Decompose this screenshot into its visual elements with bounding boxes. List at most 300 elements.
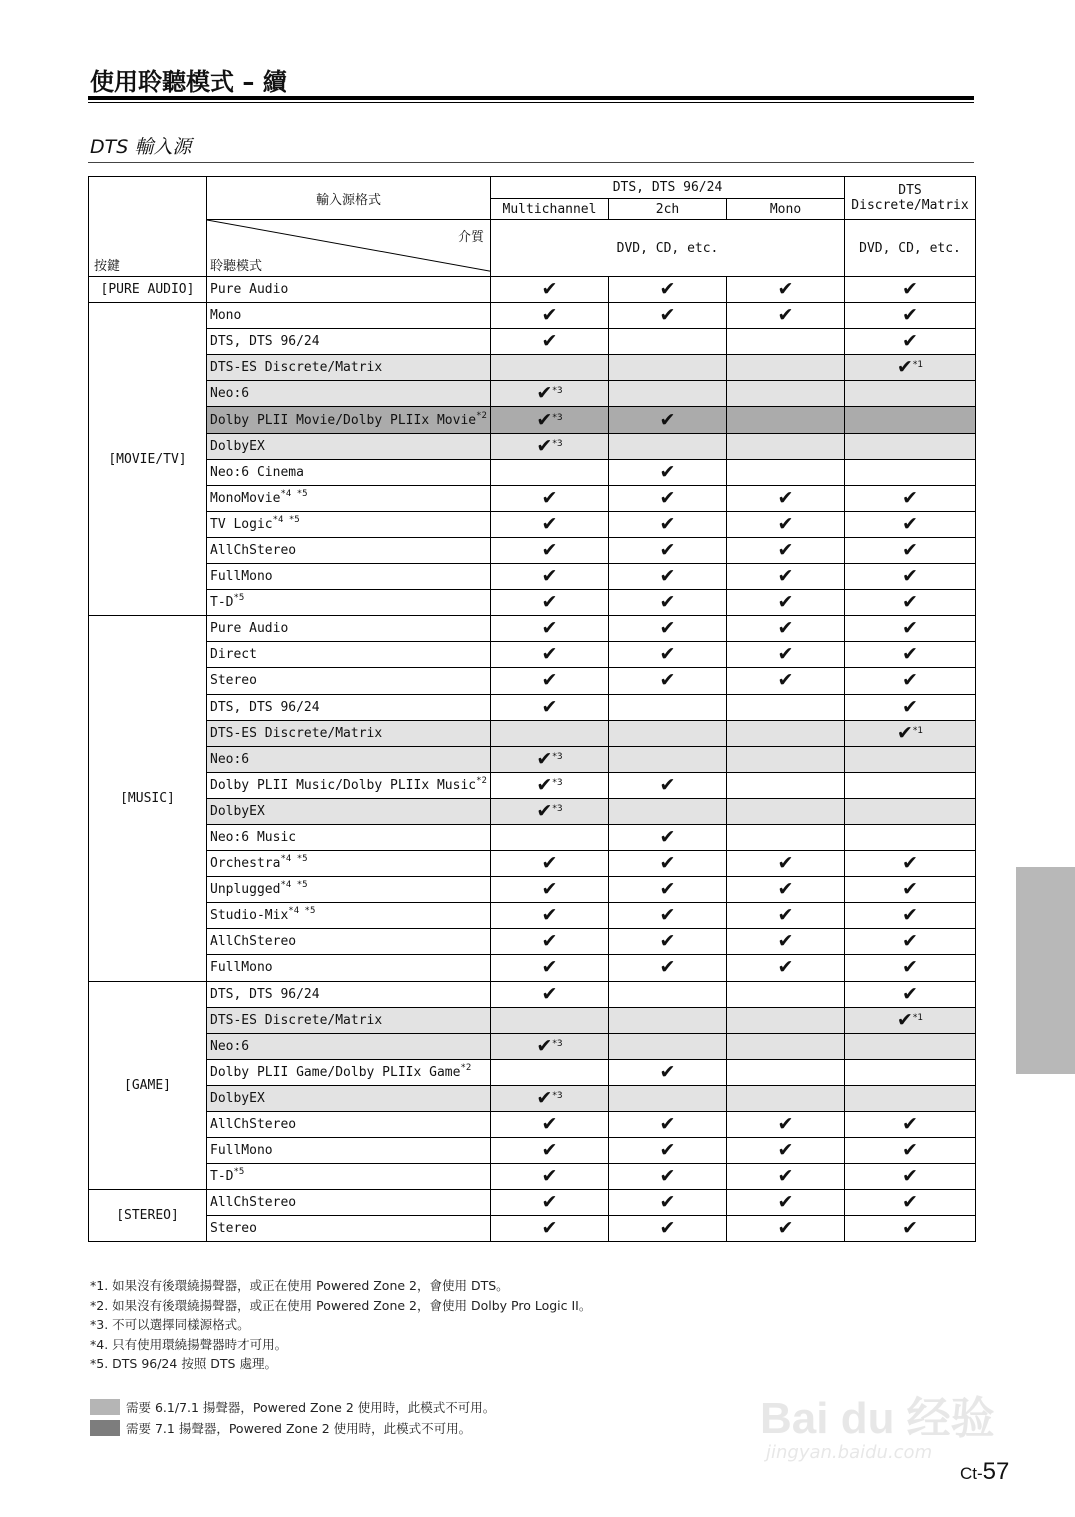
check-icon: ✔ [902, 617, 918, 640]
footnote-ref: *2 [460, 1062, 472, 1073]
support-cell [727, 1112, 845, 1138]
mode-label: Dolby PLII Game/Dolby PLIIx Game [210, 1064, 461, 1080]
mode-cell [207, 537, 491, 563]
check-icon: ✔ [902, 330, 918, 353]
support-cell [845, 877, 976, 903]
support-cell [727, 642, 845, 668]
check-icon: ✔ [902, 512, 918, 535]
check-icon: ✔ [659, 591, 676, 614]
support-cell [727, 1138, 845, 1164]
section-rule [88, 162, 974, 163]
support-cell [727, 929, 845, 955]
title-rule-thin [88, 102, 974, 103]
check-icon: ✔ [659, 617, 676, 640]
support-cell [491, 642, 609, 668]
mode-label: DolbyEX [210, 803, 265, 819]
support-cell [491, 798, 609, 824]
section-title: DTS 輸入源 [90, 136, 192, 158]
support-cell [491, 407, 609, 433]
check-icon: ✔ [541, 695, 558, 718]
footnote-ref: *1 [912, 360, 924, 371]
support-cell [845, 1033, 976, 1059]
mode-label: DTS, DTS 96/24 [210, 986, 320, 1002]
check-icon: ✔ [777, 643, 794, 666]
support-cell [727, 564, 845, 590]
mode-label: Neo:6 [210, 386, 250, 402]
support-cell [845, 903, 976, 929]
check-icon: ✔ [541, 538, 558, 561]
support-cell [609, 1085, 727, 1111]
support-cell [609, 981, 727, 1007]
table-row [89, 746, 976, 772]
check-icon: ✔ [536, 773, 553, 796]
support-cell [845, 407, 976, 433]
mode-label: FullMono [210, 1143, 273, 1159]
support-cell [609, 1112, 727, 1138]
check-icon: ✔ [902, 1191, 918, 1214]
check-icon: ✔ [659, 486, 676, 509]
support-cell [845, 564, 976, 590]
footnote-ref: *4 *5 [288, 906, 316, 917]
watermark-url: jingyan.baidu.com [766, 1442, 933, 1463]
check-icon: ✔ [536, 747, 553, 770]
check-icon: ✔ [536, 382, 553, 405]
format-header: 輸入源格式 [207, 177, 491, 220]
listening-mode-label: 聆聽模式 [210, 259, 263, 274]
support-cell [727, 537, 845, 563]
check-icon: ✔ [536, 799, 553, 822]
mode-label: Dolby PLII Music/Dolby PLIIx Music [210, 777, 477, 793]
table-row [89, 1138, 976, 1164]
footnote-ref: *2 [476, 775, 487, 786]
support-cell [609, 1190, 727, 1216]
support-cell [609, 1164, 727, 1190]
discrete-header: DTS Discrete/Matrix [845, 177, 976, 220]
support-cell [727, 851, 845, 877]
support-cell [609, 433, 727, 459]
check-icon: ✔ [659, 1139, 676, 1162]
table-row [89, 1085, 976, 1111]
mode-cell [207, 903, 491, 929]
check-icon: ✔ [541, 1191, 558, 1214]
check-icon: ✔ [902, 486, 918, 509]
mode-label: MonoMovie [210, 490, 281, 506]
table-row [89, 1164, 976, 1190]
support-cell [609, 1216, 727, 1242]
table-row [89, 1190, 976, 1216]
mode-label: Stereo [210, 1221, 257, 1237]
table-row [89, 407, 976, 433]
mode-cell [207, 485, 491, 511]
legend-swatch-dark [90, 1420, 120, 1436]
check-icon: ✔ [902, 1113, 918, 1136]
support-cell [727, 277, 845, 303]
mode-label: Neo:6 [210, 751, 250, 767]
table-row [89, 798, 976, 824]
support-cell [491, 537, 609, 563]
side-tab [1016, 867, 1075, 1074]
support-cell [727, 1216, 845, 1242]
check-icon: ✔ [659, 1113, 676, 1136]
support-cell [491, 277, 609, 303]
support-cell [491, 772, 609, 798]
support-cell [609, 746, 727, 772]
mode-label: TV Logic [210, 516, 273, 532]
check-icon: ✔ [659, 512, 676, 535]
mode-label: AllChStereo [210, 1117, 297, 1133]
support-cell [845, 642, 976, 668]
footnote-ref: *3 [552, 412, 563, 423]
legend-row [90, 1396, 495, 1417]
support-cell [609, 851, 727, 877]
mode-label: DTS-ES Discrete/Matrix [210, 1012, 383, 1028]
check-icon: ✔ [541, 512, 558, 535]
mode-cell [207, 277, 491, 303]
mode-cell [207, 1085, 491, 1111]
check-icon: ✔ [541, 565, 558, 588]
support-cell [491, 903, 609, 929]
check-icon: ✔ [777, 669, 794, 692]
check-icon: ✔ [777, 304, 794, 327]
support-cell [845, 1007, 976, 1033]
support-cell [727, 772, 845, 798]
mode-cell [207, 642, 491, 668]
check-icon: ✔ [777, 538, 794, 561]
mode-label: AllChStereo [210, 1195, 297, 1211]
check-icon: ✔ [659, 408, 676, 431]
title-rule [88, 96, 974, 100]
check-icon: ✔ [659, 904, 676, 927]
support-cell [727, 824, 845, 850]
check-icon: ✔ [902, 956, 918, 979]
mode-label: Direct [210, 647, 257, 663]
mode-cell [207, 1059, 491, 1085]
check-icon: ✔ [902, 669, 918, 692]
dts-media-cell: DVD, CD, etc. [491, 220, 845, 277]
table-row [89, 642, 976, 668]
support-cell [845, 277, 976, 303]
table-row [89, 851, 976, 877]
support-cell [845, 668, 976, 694]
support-cell [845, 459, 976, 485]
table-row [89, 720, 976, 746]
footnote-ref: *4 *5 [280, 488, 308, 499]
check-icon: ✔ [902, 1139, 918, 1162]
support-cell [727, 1007, 845, 1033]
support-cell [609, 616, 727, 642]
support-cell [727, 877, 845, 903]
support-cell [609, 459, 727, 485]
check-icon: ✔ [659, 669, 676, 692]
support-cell [491, 851, 609, 877]
table-row [89, 772, 976, 798]
table-row [89, 824, 976, 850]
check-icon: ✔ [541, 878, 558, 901]
support-cell [727, 1033, 845, 1059]
mode-cell [207, 616, 491, 642]
support-cell [727, 746, 845, 772]
mode-label: AllChStereo [210, 934, 297, 950]
support-cell [727, 590, 845, 616]
check-icon: ✔ [536, 1034, 553, 1057]
support-cell [609, 772, 727, 798]
mode-cell [207, 329, 491, 355]
mode-label: DTS, DTS 96/24 [210, 334, 320, 350]
mode-cell [207, 459, 491, 485]
support-cell [727, 407, 845, 433]
check-icon: ✔ [659, 643, 676, 666]
legend-text: 需要 6.1/7.1 揚聲器，Powered Zone 2 使用時，此模式不可用。 [126, 1399, 496, 1415]
support-cell [491, 1112, 609, 1138]
support-cell [609, 277, 727, 303]
support-cell [609, 668, 727, 694]
support-cell [845, 851, 976, 877]
support-cell [491, 1033, 609, 1059]
mode-cell [207, 694, 491, 720]
check-icon: ✔ [541, 904, 558, 927]
check-icon: ✔ [659, 956, 676, 979]
mode-label: Mono [210, 308, 242, 324]
support-cell [845, 485, 976, 511]
footnote-ref: *3 [552, 438, 563, 449]
check-icon: ✔ [902, 982, 918, 1005]
mode-label: T-D [210, 595, 234, 611]
mode-label: FullMono [210, 960, 273, 976]
table-row [89, 616, 976, 642]
footnote-ref: *4 *5 [280, 854, 308, 865]
check-icon: ✔ [541, 852, 558, 875]
check-icon: ✔ [902, 538, 918, 561]
support-cell [727, 903, 845, 929]
mode-cell [207, 981, 491, 1007]
support-cell [491, 1138, 609, 1164]
check-icon: ✔ [541, 982, 558, 1005]
check-icon: ✔ [541, 278, 558, 301]
legend-swatch-light [90, 1399, 120, 1415]
mode-label: Neo:6 Cinema [210, 464, 304, 480]
footnotes [90, 1276, 591, 1374]
support-cell [845, 981, 976, 1007]
mode-cell [207, 1216, 491, 1242]
support-cell [727, 1190, 845, 1216]
table-row [89, 329, 976, 355]
support-cell [727, 668, 845, 694]
check-icon: ✔ [777, 565, 794, 588]
support-cell [491, 459, 609, 485]
support-cell [491, 511, 609, 537]
check-icon: ✔ [777, 617, 794, 640]
check-icon: ✔ [902, 904, 918, 927]
support-cell [845, 1216, 976, 1242]
table-row [89, 1216, 976, 1242]
check-icon: ✔ [777, 1217, 794, 1240]
mode-cell [207, 511, 491, 537]
support-cell [491, 746, 609, 772]
table-row [89, 564, 976, 590]
table-row [89, 1007, 976, 1033]
mode-cell [207, 564, 491, 590]
check-icon: ✔ [659, 1191, 676, 1214]
check-icon: ✔ [902, 591, 918, 614]
table-row [89, 355, 976, 381]
support-cell [609, 485, 727, 511]
mode-cell [207, 1164, 491, 1190]
mode-label: Dolby PLII Movie/Dolby PLIIx Movie [210, 412, 477, 428]
key-cell: [GAME] [89, 981, 207, 1190]
support-cell [609, 1138, 727, 1164]
mode-label: AllChStereo [210, 542, 297, 558]
support-cell [845, 824, 976, 850]
mode-cell [207, 303, 491, 329]
support-cell [491, 590, 609, 616]
check-icon: ✔ [777, 1139, 794, 1162]
support-cell [727, 798, 845, 824]
support-cell [491, 1216, 609, 1242]
mode-label: DolbyEX [210, 438, 265, 454]
check-icon: ✔ [659, 1060, 676, 1083]
support-cell [845, 616, 976, 642]
table-row [89, 1112, 976, 1138]
mode-cell [207, 1112, 491, 1138]
check-icon: ✔ [896, 1008, 913, 1031]
2ch-header: 2ch [609, 199, 727, 220]
support-cell [727, 1164, 845, 1190]
check-icon: ✔ [777, 878, 794, 901]
mode-cell [207, 929, 491, 955]
footnote: *3. 不可以選擇同樣源格式。 [90, 1317, 250, 1332]
mono-header: Mono [727, 199, 845, 220]
check-icon: ✔ [902, 1217, 918, 1240]
support-cell [727, 981, 845, 1007]
support-cell [845, 720, 976, 746]
page-title: 使用聆聽模式 – 續 [90, 68, 287, 96]
mode-label: Neo:6 Music [210, 830, 297, 846]
support-cell [609, 929, 727, 955]
support-cell [609, 537, 727, 563]
support-cell [609, 511, 727, 537]
support-cell [609, 642, 727, 668]
support-cell [727, 459, 845, 485]
support-cell [845, 772, 976, 798]
key-cell: [MOVIE/TV] [89, 303, 207, 616]
footnote-ref: *3 [552, 751, 563, 762]
page-number [960, 1458, 1009, 1486]
check-icon: ✔ [541, 956, 558, 979]
check-icon: ✔ [541, 643, 558, 666]
mode-cell [207, 1138, 491, 1164]
check-icon: ✔ [536, 434, 553, 457]
support-cell [609, 824, 727, 850]
support-cell [609, 955, 727, 981]
check-icon: ✔ [659, 878, 676, 901]
support-cell [845, 303, 976, 329]
support-cell [491, 303, 609, 329]
support-cell [845, 355, 976, 381]
check-icon: ✔ [777, 278, 794, 301]
key-cell: [PURE AUDIO] [89, 277, 207, 303]
mode-label: Orchestra [210, 856, 281, 872]
mode-cell [207, 746, 491, 772]
key-cell: [STEREO] [89, 1190, 207, 1242]
multichannel-header: Multichannel [491, 199, 609, 220]
support-cell [609, 381, 727, 407]
check-icon: ✔ [659, 826, 676, 849]
check-icon: ✔ [777, 486, 794, 509]
support-cell [491, 1085, 609, 1111]
table-row [89, 1059, 976, 1085]
mode-label: DTS-ES Discrete/Matrix [210, 360, 383, 376]
support-cell [491, 824, 609, 850]
table-row [89, 485, 976, 511]
check-icon: ✔ [902, 1165, 918, 1188]
support-cell [845, 1190, 976, 1216]
footnote-ref: *4 *5 [280, 880, 308, 891]
support-cell [845, 694, 976, 720]
support-cell [491, 616, 609, 642]
support-cell [609, 590, 727, 616]
support-cell [727, 381, 845, 407]
listening-mode-table [88, 176, 976, 1242]
mode-label: Studio-Mix [210, 908, 289, 924]
check-icon: ✔ [659, 278, 676, 301]
media-label: 介質 [457, 230, 484, 245]
table-row [89, 903, 976, 929]
support-cell [727, 1085, 845, 1111]
check-icon: ✔ [541, 591, 558, 614]
support-cell [609, 798, 727, 824]
footnote-ref: *1 [912, 725, 924, 736]
support-cell [845, 929, 976, 955]
support-cell [845, 955, 976, 981]
check-icon: ✔ [659, 852, 676, 875]
legend-row [90, 1417, 495, 1438]
mode-label: Stereo [210, 673, 257, 689]
table-row [89, 694, 976, 720]
support-cell [491, 981, 609, 1007]
check-icon: ✔ [902, 852, 918, 875]
support-cell [727, 329, 845, 355]
table-body [89, 277, 976, 1242]
footnote-ref: *3 [552, 386, 563, 397]
support-cell [609, 877, 727, 903]
check-icon: ✔ [902, 565, 918, 588]
mode-cell [207, 407, 491, 433]
footnote-ref: *3 [552, 803, 563, 814]
support-cell [491, 720, 609, 746]
mode-cell [207, 590, 491, 616]
discrete-media-cell: DVD, CD, etc. [845, 220, 976, 277]
support-cell [609, 1059, 727, 1085]
mode-label: Pure Audio [210, 282, 289, 298]
table-row [89, 511, 976, 537]
mode-cell [207, 1007, 491, 1033]
check-icon: ✔ [777, 1165, 794, 1188]
footnote: *2. 如果沒有後環繞揚聲器，或正在使用 Powered Zone 2，會使用 Dolby Pro Logic II。 [90, 1297, 592, 1313]
page-number-value: 57 [982, 1458, 1010, 1485]
support-cell [491, 668, 609, 694]
watermark-logo: Bai du 经验 [760, 1394, 995, 1443]
mode-label: Pure Audio [210, 621, 289, 637]
table-row [89, 877, 976, 903]
mode-cell [207, 1190, 491, 1216]
support-cell [727, 720, 845, 746]
mode-cell [207, 851, 491, 877]
support-cell [609, 1033, 727, 1059]
support-cell [845, 381, 976, 407]
check-icon: ✔ [536, 408, 553, 431]
support-cell [491, 877, 609, 903]
mode-cell [207, 955, 491, 981]
